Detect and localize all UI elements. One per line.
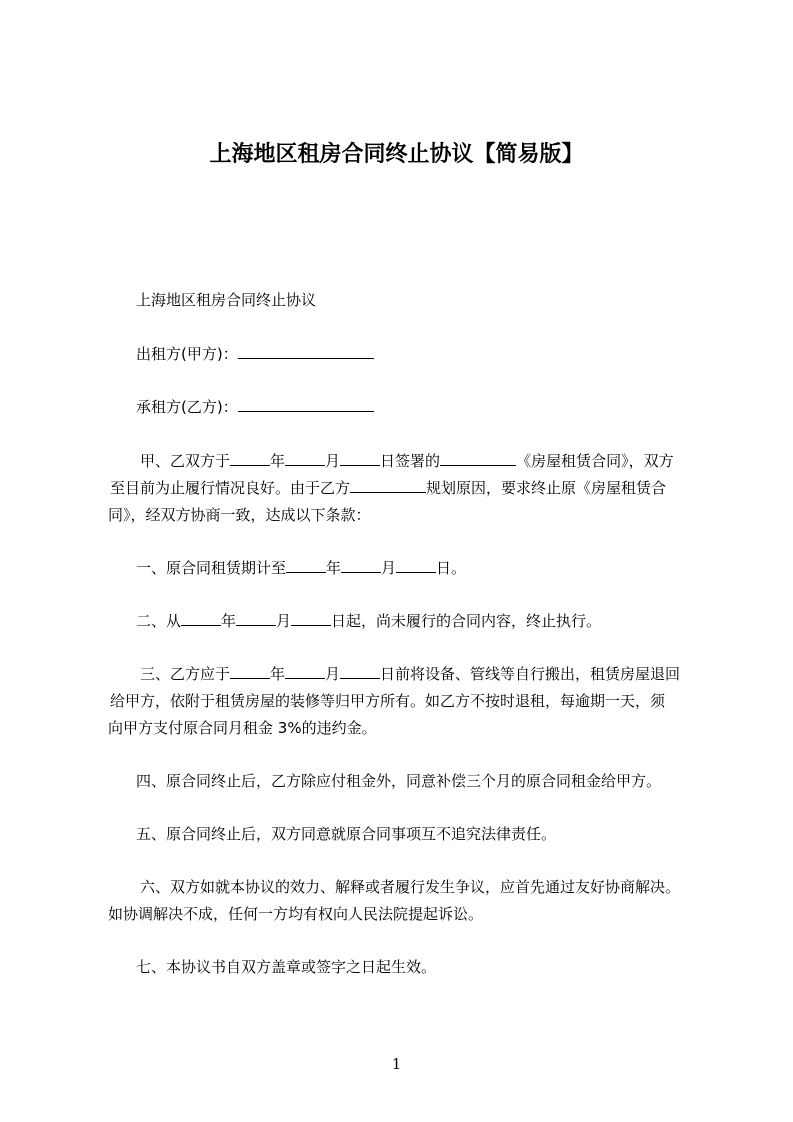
month-label: 月 [276, 612, 292, 630]
clause-3-line-1 [140, 661, 680, 687]
year-label: 年 [270, 452, 286, 470]
intro-line-3: 同》，经双方协商一致，达成以下条款： [108, 506, 371, 524]
clause-7: 七、本协议书自双方盖章或签字之日起生效。 [136, 958, 437, 976]
month-label: 月 [381, 559, 397, 577]
termination-month-blank[interactable] [236, 608, 276, 626]
lease-end-month-blank[interactable] [341, 555, 381, 573]
clause-text: 二、从 [136, 612, 182, 630]
contract-party-blank[interactable] [440, 448, 516, 466]
clause-1 [136, 555, 466, 581]
clause-6-line-1: 六、双方如就本协议的效力、解释或者履行发生争议，应首先通过友好协商解决。 [140, 878, 681, 896]
clause-text: 日前将设备、管线等自行搬出，租赁房屋退回 [380, 665, 681, 683]
intro-text: 规划原因，要求终止原《房屋租赁合 [426, 479, 667, 497]
page-number: 1 [391, 1055, 402, 1073]
agreement-subtitle: 上海地区租房合同终止协议 [136, 291, 317, 309]
clause-6-line-2: 如协调解决不成，任何一方均有权向人民法院提起诉讼。 [108, 905, 484, 923]
sign-year-blank[interactable] [230, 448, 270, 466]
clause-text: 一、原合同租赁期计至 [136, 559, 287, 577]
lessor-label: 出租方(甲方)： [136, 345, 238, 363]
planning-reason-blank[interactable] [350, 475, 426, 493]
month-label: 月 [325, 665, 341, 683]
intro-text: 至目前为止履行情况良好。由于乙方 [110, 479, 351, 497]
lessee-line [136, 394, 374, 420]
clause-text: 日起，尚未履行的合同内容，终止执行。 [331, 612, 602, 630]
moveout-month-blank[interactable] [285, 661, 325, 679]
clause-3-line-2: 给甲方，依附于租赁房屋的装修等归甲方所有。如乙方不按时退租，每逾期一天，须 [110, 692, 666, 710]
moveout-day-blank[interactable] [340, 661, 380, 679]
clause-5: 五、原合同终止后，双方同意就原合同事项互不追究法律责任。 [136, 825, 557, 843]
year-label: 年 [270, 665, 286, 683]
document-title: 上海地区租房合同终止协议【简易版】 [209, 142, 584, 167]
intro-text: 日签署的 [380, 452, 441, 470]
sign-day-blank[interactable] [340, 448, 380, 466]
lessee-label: 承租方(乙方)： [136, 398, 238, 416]
year-label: 年 [221, 612, 237, 630]
lease-end-year-blank[interactable] [286, 555, 326, 573]
clause-2 [136, 608, 601, 634]
intro-text: 甲、乙双方于 [140, 452, 231, 470]
lease-end-day-blank[interactable] [396, 555, 436, 573]
clause-4: 四、原合同终止后，乙方除应付租金外，同意补偿三个月的原合同租金给甲方。 [136, 772, 662, 790]
lessor-blank[interactable] [238, 341, 374, 359]
year-label: 年 [326, 559, 342, 577]
sign-month-blank[interactable] [285, 448, 325, 466]
termination-day-blank[interactable] [291, 608, 331, 626]
day-label: 日。 [436, 559, 467, 577]
clause-3-line-3: 向甲方支付原合同月租金 3%的违约金。 [108, 719, 377, 737]
clause-text: 三、乙方应于 [140, 665, 231, 683]
intro-text: 《房屋租赁合同》，双方 [516, 452, 674, 470]
lessor-line [136, 341, 374, 367]
termination-year-blank[interactable] [181, 608, 221, 626]
intro-line-2 [110, 475, 666, 501]
month-label: 月 [325, 452, 341, 470]
intro-line-1 [140, 448, 674, 474]
lessee-blank[interactable] [238, 394, 374, 412]
moveout-year-blank[interactable] [230, 661, 270, 679]
